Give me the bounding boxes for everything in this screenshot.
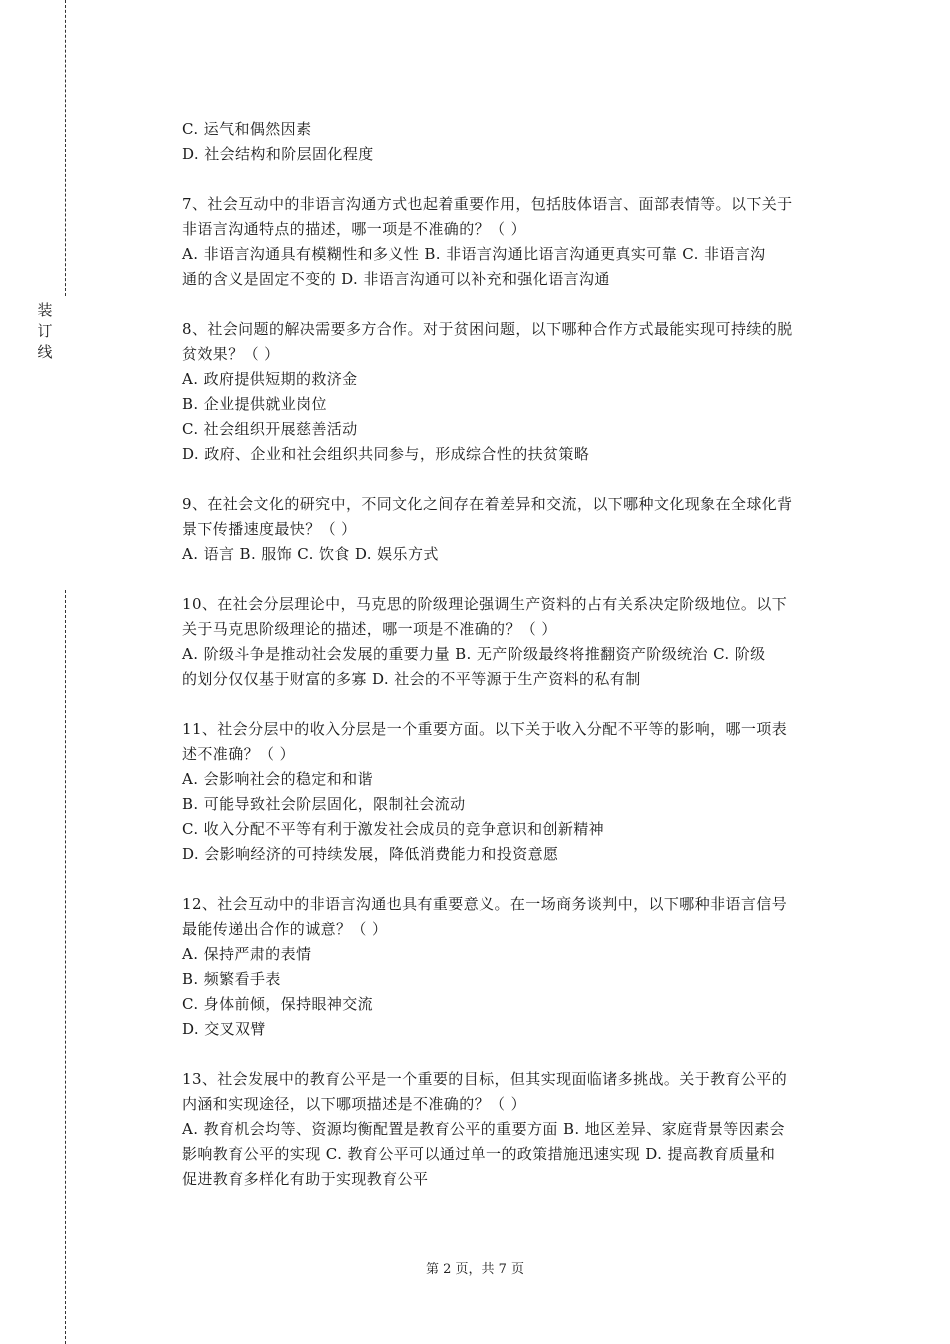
question-11 (182, 717, 838, 867)
option-line: A. 教育机会均等、资源均衡配置是教育公平的重要方面 B. 地区差异、家庭背景等因素会 (182, 1120, 785, 1138)
question-line: 9、在社会文化的研究中，不同文化之间存在着差异和交流，以下哪种文化现象在全球化背 (182, 495, 793, 513)
option-line: 促进教育多样化有助于实现教育公平 (182, 1170, 429, 1188)
option-line: D. 交叉双臂 (182, 1020, 266, 1038)
option-line: C. 运气和偶然因素 (182, 120, 312, 138)
question-line: 内涵和实现途径，以下哪项描述是不准确的？（ ） (182, 1095, 526, 1113)
option-line: B. 企业提供就业岗位 (182, 395, 327, 413)
question-line: 7、社会互动中的非语言沟通方式也起着重要作用，包括肢体语言、面部表情等。以下关于 (182, 195, 793, 213)
option-line: A. 非语言沟通具有模糊性和多义性 B. 非语言沟通比语言沟通更真实可靠 C. 非语言沟 (182, 245, 766, 263)
option-line: A. 阶级斗争是推动社会发展的重要力量 B. 无产阶级最终将推翻资产阶级统治 C. 阶级 (182, 645, 766, 663)
option-line: 的划分仅仅基于财富的多寡 D. 社会的不平等源于生产资料的私有制 (182, 670, 641, 688)
question-content (182, 117, 838, 1192)
prev-question-tail (182, 117, 838, 167)
option-line: C. 身体前倾，保持眼神交流 (182, 995, 374, 1013)
question-line: 13、社会发展中的教育公平是一个重要的目标，但其实现面临诸多挑战。关于教育公平的 (182, 1070, 788, 1088)
question-line: 述不准确？（ ） (182, 745, 295, 763)
binding-char: 订 (37, 322, 53, 340)
option-line: C. 收入分配不平等有利于激发社会成员的竞争意识和创新精神 (182, 820, 605, 838)
question-12 (182, 892, 838, 1042)
option-line: D. 政府、企业和社会组织共同参与，形成综合性的扶贫策略 (182, 445, 590, 463)
option-line: A. 语言 B. 服饰 C. 饮食 D. 娱乐方式 (182, 545, 439, 563)
page-footer: 第 2 页，共 7 页 (425, 1262, 525, 1277)
option-line: D. 会影响经济的可持续发展，降低消费能力和投资意愿 (182, 845, 559, 863)
question-line: 10、在社会分层理论中，马克思的阶级理论强调生产资料的占有关系决定阶级地位。以下 (182, 595, 788, 613)
question-7 (182, 192, 838, 292)
option-line: A. 保持严肃的表情 (182, 945, 312, 963)
question-8 (182, 317, 838, 467)
question-line: 景下传播速度最快？（ ） (182, 520, 357, 538)
question-line: 11、社会分层中的收入分层是一个重要方面。以下关于收入分配不平等的影响，哪一项表 (182, 720, 788, 738)
question-line: 非语言沟通特点的描述，哪一项是不准确的？（ ） (182, 220, 526, 238)
binding-char: 线 (37, 343, 53, 361)
option-line: B. 可能导致社会阶层固化，限制社会流动 (182, 795, 466, 813)
option-line: A. 政府提供短期的救济金 (182, 370, 358, 388)
option-line: 影响教育公平的实现 C. 教育公平可以通过单一的政策措施迅速实现 D. 提高教育质量和 (182, 1145, 776, 1163)
question-line: 8、社会问题的解决需要多方合作。对于贫困问题，以下哪种合作方式最能实现可持续的脱 (182, 320, 793, 338)
question-13 (182, 1067, 838, 1192)
question-line: 关于马克思阶级理论的描述，哪一项是不准确的？（ ） (182, 620, 557, 638)
question-10 (182, 592, 838, 692)
option-line: A. 会影响社会的稳定和和谐 (182, 770, 373, 788)
binding-label (37, 300, 53, 363)
option-line: D. 社会结构和阶层固化程度 (182, 145, 374, 163)
binding-line-bottom (65, 590, 66, 1344)
question-line: 贫效果？（ ） (182, 345, 280, 363)
question-line: 最能传递出合作的诚意？（ ） (182, 920, 388, 938)
option-line: 通的含义是固定不变的 D. 非语言沟通可以补充和强化语言沟通 (182, 270, 610, 288)
option-line: C. 社会组织开展慈善活动 (182, 420, 358, 438)
option-line: B. 频繁看手表 (182, 970, 281, 988)
binding-line-top (65, 0, 66, 296)
question-line: 12、社会互动中的非语言沟通也具有重要意义。在一场商务谈判中，以下哪种非语言信号 (182, 895, 788, 913)
question-9 (182, 492, 838, 567)
binding-char: 装 (37, 301, 53, 319)
